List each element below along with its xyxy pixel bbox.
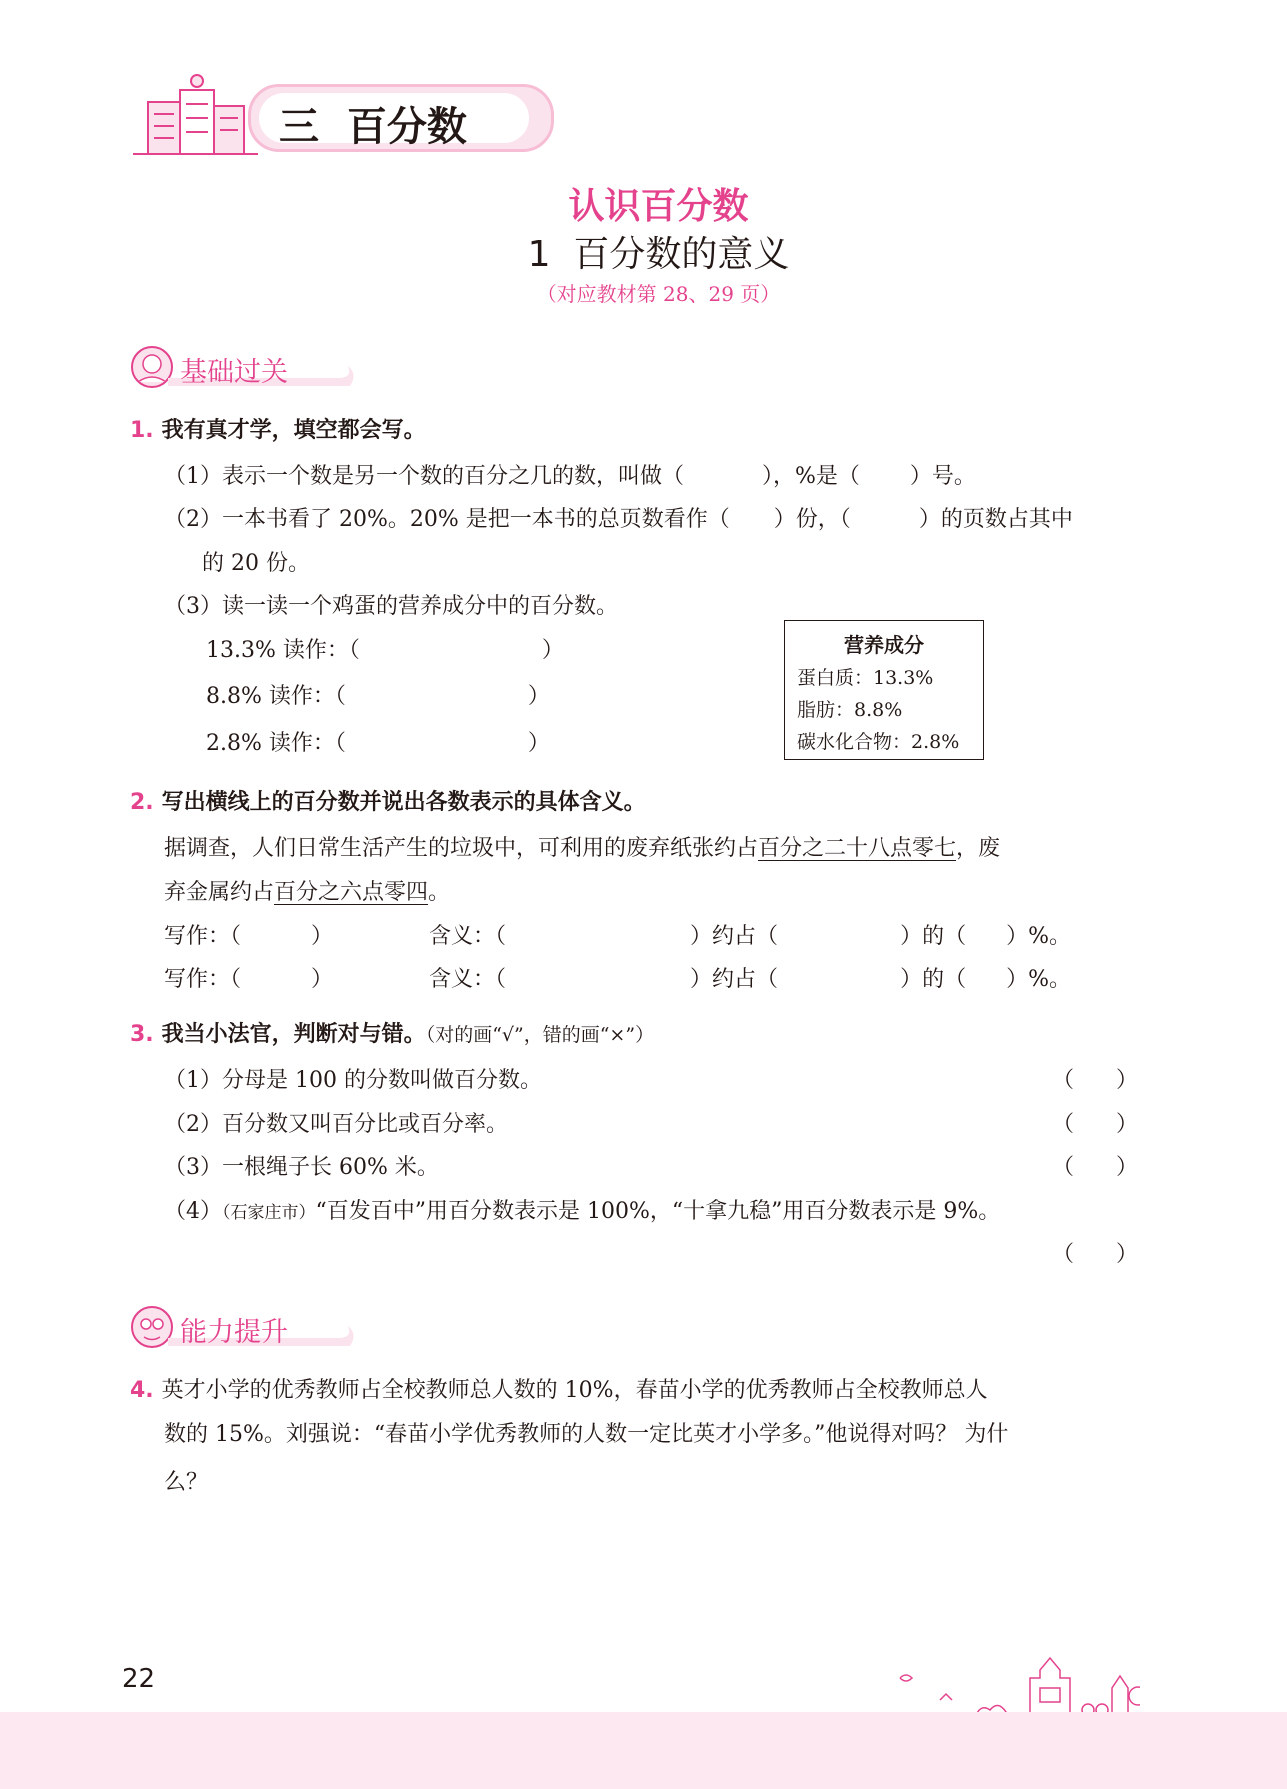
q3-answer-1[interactable] [1052,1066,1138,1096]
q2-pct-1: ）%。 [1006,924,1071,949]
q2-meaning-label-2: 含义：（ [429,967,507,992]
q2-meaning-label-1: 含义：（ [429,924,507,949]
nutrition-item-protein: 蛋白质：13.3% [797,667,934,689]
q1-read-row-3 [206,729,550,759]
q1-part3: （3）读一读一个鸡蛋的营养成分中的百分数。 [164,594,618,619]
q2-text-line-1 [164,834,1000,864]
q1-read-label-3: 2.8% 读作：（ [206,731,346,756]
q3-answer-3[interactable] [1052,1153,1138,1183]
q2-about-2: ）约占（ [690,967,779,992]
q3-title [130,1020,654,1050]
q1-part1-end: ）号。 [909,464,976,489]
q2-about-1: ）约占（ [690,924,779,949]
q4-answer-area[interactable] [164,1510,1124,1630]
chapter-title: 三 百分数 [279,104,467,150]
q3-item-2: （2）百分数又叫百分比或百分率。 [164,1112,508,1137]
q2-text-c: 弃金属约占 [164,880,275,905]
q2-write-close-2: ） [311,967,334,992]
q1-part2-end: ）的页数占其中 [918,507,1073,532]
q2-number: 2. [130,790,154,815]
q2-of-1: ）的（ [900,924,967,949]
q2-underlined-percent-1: 百分之二十八点零七 [758,836,957,861]
q2-of-2: ）的（ [900,967,967,992]
q4-number: 4. [130,1378,154,1403]
q2-write-close-1: ） [311,924,334,949]
q3-answer-1-open: （ [1052,1068,1075,1093]
q3-answer-4-open: （ [1052,1242,1075,1267]
q1-read-label-1: 13.3% 读作：（ [206,638,360,663]
nutrition-item-carbs: 碳水化合物：2.8% [797,731,960,753]
q4-line-1 [130,1376,988,1406]
q3-item-4-prefix: （4） [164,1199,222,1224]
section-label-advanced: 能力提升 [180,1317,288,1348]
q1-part2-mid: ）份，（ [773,507,851,532]
nutrition-item-fat: 脂肪：8.8% [797,699,903,721]
q1-part2 [164,505,1073,535]
footer-band [0,1712,1287,1789]
section-badge-basic [128,344,358,390]
chapter-banner [128,72,568,162]
q1-number: 1. [130,418,154,443]
q1-read-row-2 [206,682,550,712]
q3-item-3: （3）一根绳子长 60% 米。 [164,1155,439,1180]
section-title: 认识百分数 [568,186,749,227]
q4-line-2: 数的 15%。刘强说：“春苗小学优秀教师的人数一定比英才小学多。”他说得对吗？ 为什 [164,1422,1009,1447]
q3-hint: （对的画“√”，错的画“×”） [425,1024,655,1046]
q3-answer-2[interactable] [1052,1110,1138,1140]
textbook-reference: （对应教材第 28、29 页） [536,282,781,306]
q2-pct-2: ）%。 [1006,967,1071,992]
q3-item-4-city: （石家庄市） [222,1203,316,1223]
q2-text-b: ，废 [956,836,1001,861]
q1-part2-continued: 的 20 份。 [202,551,310,576]
q2-write-label-2: 写作：（ [164,967,242,992]
q3-item-1: （1）分母是 100 的分数叫做百分数。 [164,1068,542,1093]
q3-number: 3. [130,1022,154,1047]
q1-part1 [164,462,976,492]
q1-title-text: 我有真才学，填空都会写。 [161,418,426,443]
q3-answer-2-open: （ [1052,1112,1075,1137]
section-badge-advanced [128,1304,358,1350]
q1-part1-mid: ），%是（ [762,464,860,489]
q2-text-d: 。 [428,880,451,905]
chapter-title-capsule [248,84,554,152]
q1-read-close-1: ） [541,638,564,663]
q3-item-4-text: “百发百中”用百分数表示是 100%，“十拿九稳”用百分数表示是 9%。 [315,1199,1001,1224]
q2-answer-row-1 [164,922,1071,952]
section-label-basic: 基础过关 [180,357,288,388]
q1-part2-text: （2）一本书看了 20%。20% 是把一本书的总页数看作（ [164,507,730,532]
q4-line-1-text: 英才小学的优秀教师占全校教师总人数的 10%，春苗小学的优秀教师占全校教师总人 [161,1378,988,1403]
q2-answer-row-2 [164,965,1071,995]
q3-item-4 [164,1197,1000,1228]
q3-answer-4-close: ） [1116,1242,1139,1267]
q3-answer-1-close: ） [1116,1068,1139,1093]
q2-write-label-1: 写作：（ [164,924,242,949]
nutrition-box [784,620,984,760]
q2-title [130,788,646,818]
q3-title-text: 我当小法官，判断对与错。 [161,1022,426,1047]
q1-part1-text: （1）表示一个数是另一个数的百分之几的数，叫做（ [164,464,684,489]
q1-read-row-1 [206,636,564,666]
q2-title-text: 写出横线上的百分数并说出各数表示的具体含义。 [161,790,646,815]
q3-answer-3-open: （ [1052,1155,1075,1180]
lesson-title: 1 百分数的意义 [527,234,790,275]
q1-read-close-3: ） [527,731,550,756]
q1-read-close-2: ） [527,684,550,709]
q3-answer-4[interactable] [1052,1240,1138,1270]
nutrition-box-title: 营养成分 [844,633,924,657]
q1-read-label-2: 8.8% 读作：（ [206,684,346,709]
q2-text-line-2 [164,878,450,908]
q1-title [130,416,426,446]
page-number: 22 [122,1664,156,1694]
q3-answer-3-close: ） [1116,1155,1139,1180]
q3-answer-2-close: ） [1116,1112,1139,1137]
q4-line-3: 么？ [164,1470,209,1495]
q2-text-a: 据调查，人们日常生活产生的垃圾中，可利用的废弃纸张约占 [164,836,759,861]
q2-underlined-percent-2: 百分之六点零四 [274,880,429,905]
